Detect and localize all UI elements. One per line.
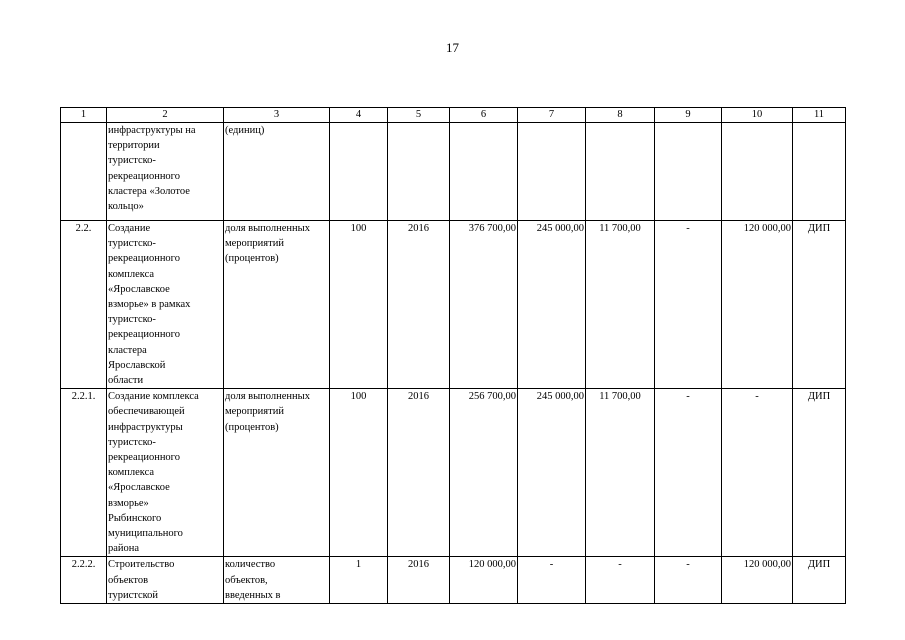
- extra-amount: [722, 123, 793, 221]
- year: [388, 123, 450, 221]
- event-name: Создание туристско- рекреационного комплекса «Ярославское взморье» в рамках туристско- рекреационного кластера Ярославской области: [107, 221, 224, 389]
- indicator-name: (единиц): [224, 123, 330, 221]
- column-header: 10: [722, 108, 793, 123]
- event-name: Строительство объектов туристской: [107, 557, 224, 604]
- executor: [793, 123, 846, 221]
- regional-amount: 11 700,00: [586, 221, 655, 389]
- local-amount: -: [655, 557, 722, 604]
- indicator-value: 100: [330, 389, 388, 557]
- column-header: 4: [330, 108, 388, 123]
- year: 2016: [388, 389, 450, 557]
- total-amount: 120 000,00: [450, 557, 518, 604]
- indicator-value: [330, 123, 388, 221]
- extra-amount: -: [722, 389, 793, 557]
- column-header: 1: [61, 108, 107, 123]
- column-header: 9: [655, 108, 722, 123]
- regional-amount: [586, 123, 655, 221]
- row-number: 2.2.: [61, 221, 107, 389]
- column-header: 7: [518, 108, 586, 123]
- regional-amount: -: [586, 557, 655, 604]
- table-row: [61, 123, 846, 221]
- row-number: 2.2.2.: [61, 557, 107, 604]
- regional-amount: 11 700,00: [586, 389, 655, 557]
- total-amount: [450, 123, 518, 221]
- indicator-name: количество объектов, введенных в: [224, 557, 330, 604]
- extra-amount: 120 000,00: [722, 221, 793, 389]
- program-table: [60, 107, 846, 604]
- indicator-value: 1: [330, 557, 388, 604]
- row-number: 2.2.1.: [61, 389, 107, 557]
- column-header: 6: [450, 108, 518, 123]
- column-header: 8: [586, 108, 655, 123]
- indicator-value: 100: [330, 221, 388, 389]
- total-amount: 256 700,00: [450, 389, 518, 557]
- column-header: 2: [107, 108, 224, 123]
- executor: ДИП: [793, 389, 846, 557]
- local-amount: -: [655, 389, 722, 557]
- federal-amount: 245 000,00: [518, 389, 586, 557]
- extra-amount: 120 000,00: [722, 557, 793, 604]
- year: 2016: [388, 557, 450, 604]
- executor: ДИП: [793, 557, 846, 604]
- federal-amount: 245 000,00: [518, 221, 586, 389]
- indicator-name: доля выполненных мероприятий (процентов): [224, 389, 330, 557]
- row-number: [61, 123, 107, 221]
- event-name: Создание комплекса обеспечивающей инфраструктуры туристско- рекреационного комплекса «Ярославское взморье» Рыбинского муниципального района: [107, 389, 224, 557]
- column-header: 3: [224, 108, 330, 123]
- year: 2016: [388, 221, 450, 389]
- executor: ДИП: [793, 221, 846, 389]
- local-amount: [655, 123, 722, 221]
- local-amount: -: [655, 221, 722, 389]
- indicator-name: доля выполненных мероприятий (процентов): [224, 221, 330, 389]
- column-header: 5: [388, 108, 450, 123]
- header-row: [61, 108, 846, 123]
- table-row: [61, 557, 846, 604]
- event-name: инфраструктуры на территории туристско- рекреационного кластера «Золотое кольцо»: [107, 123, 224, 221]
- total-amount: 376 700,00: [450, 221, 518, 389]
- federal-amount: [518, 123, 586, 221]
- page-number: 17: [446, 40, 459, 55]
- table-row: [61, 221, 846, 389]
- column-header: 11: [793, 108, 846, 123]
- table-row: [61, 389, 846, 557]
- federal-amount: -: [518, 557, 586, 604]
